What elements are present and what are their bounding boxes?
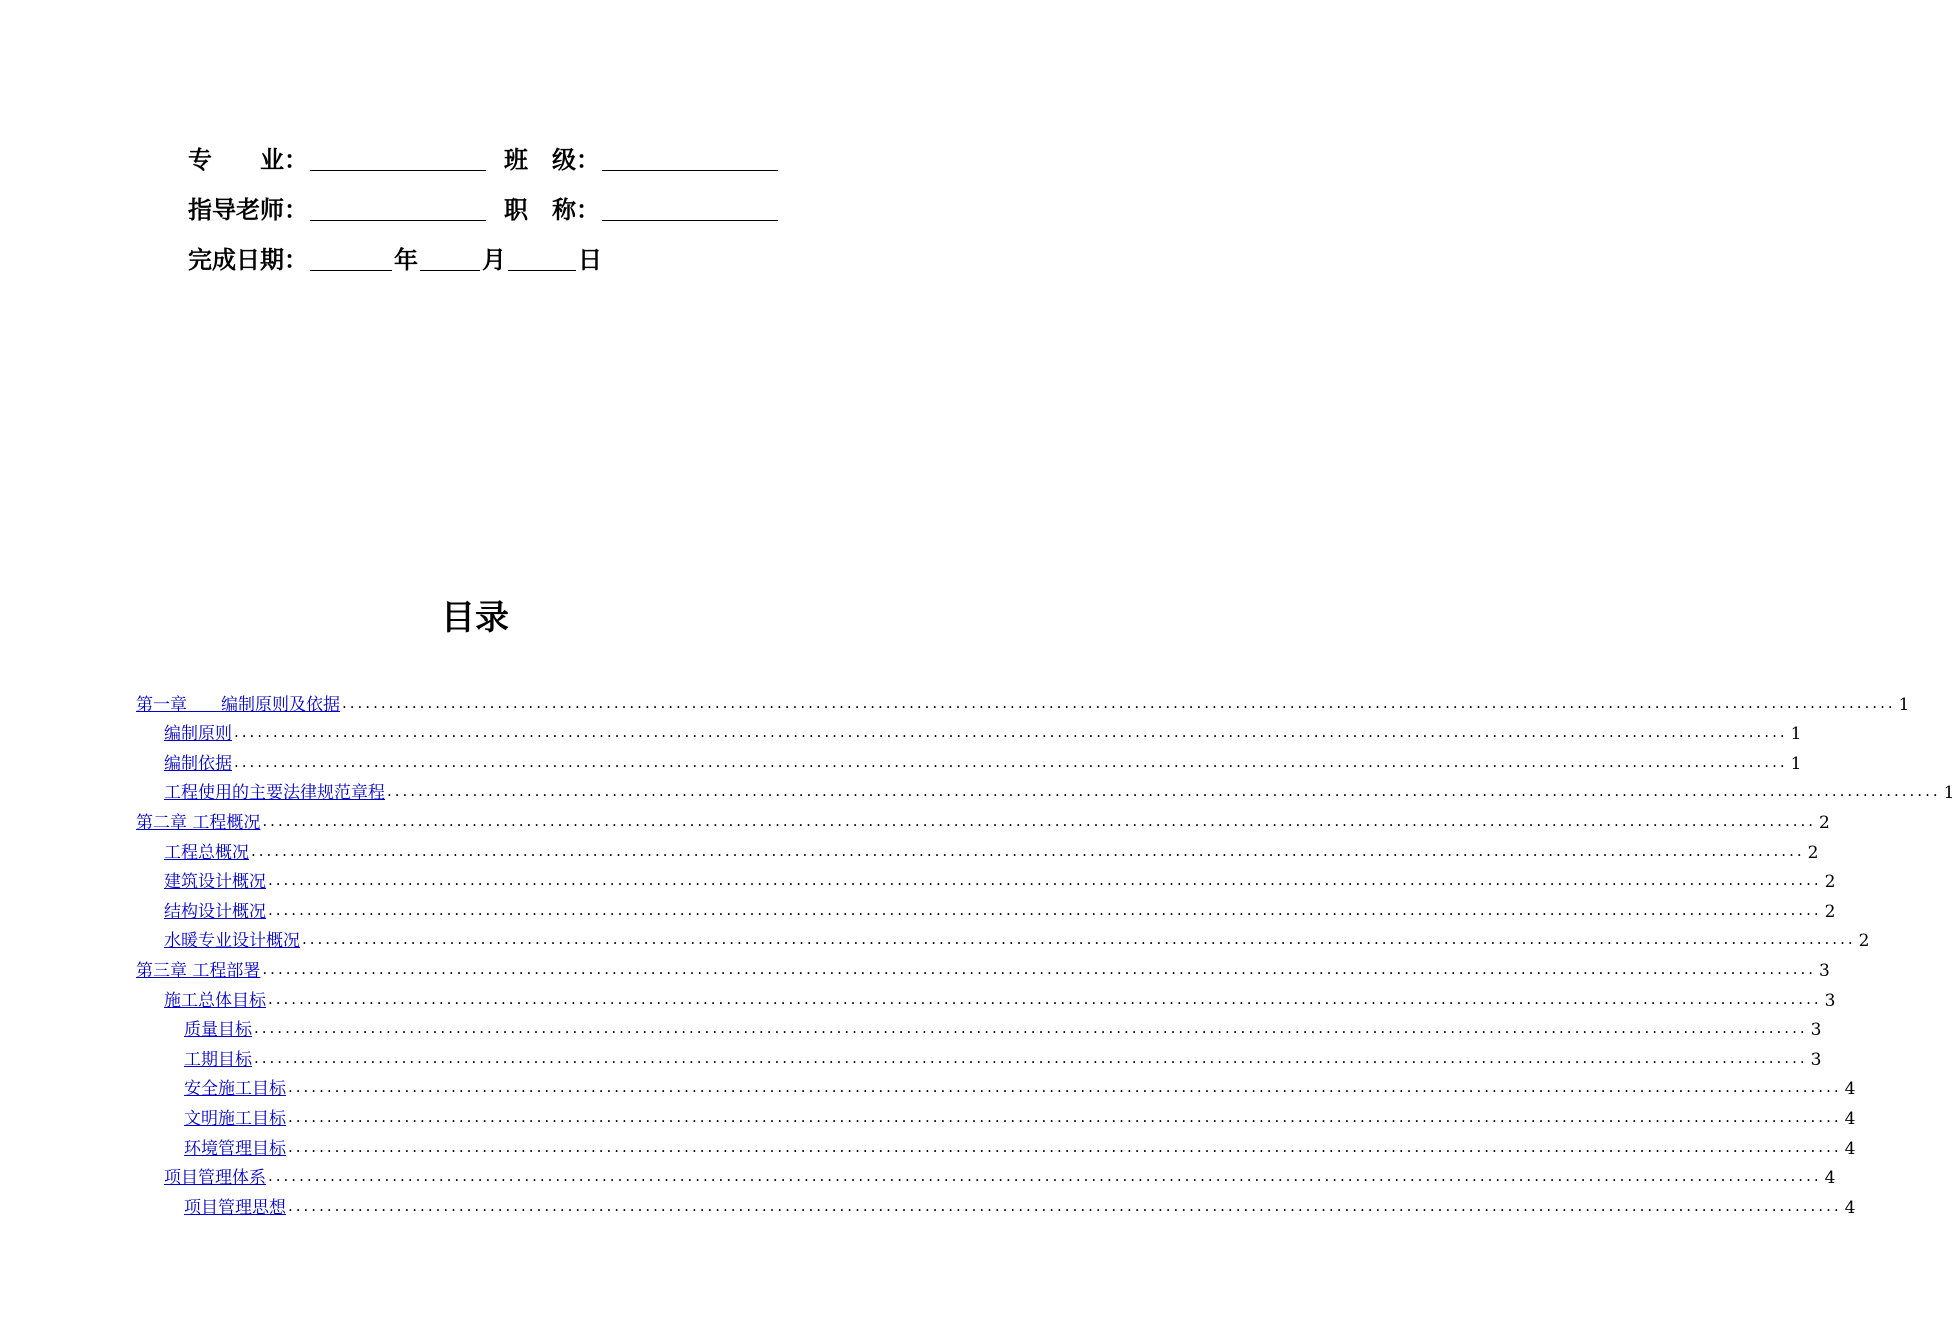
toc-entry-link[interactable]: 项目管理体系 <box>164 1168 266 1189</box>
toc-entry-link[interactable]: 工程总概况 <box>164 842 249 863</box>
toc-page-number: 3 <box>1824 990 1836 1011</box>
toc-entry-link[interactable]: 第三章 工程部署 <box>136 960 261 981</box>
toc-entry-link[interactable]: 建筑设计概况 <box>164 872 266 893</box>
toc-entry[interactable] <box>136 981 1836 1011</box>
toc-entry[interactable] <box>136 1040 1822 1070</box>
toc-entry-link[interactable]: 安全施工目标 <box>184 1079 286 1100</box>
toc-entry[interactable] <box>136 1129 1856 1159</box>
toc-leader-dots: ........................................................................................................................................................................................................ <box>268 1167 1822 1186</box>
toc-leader-dots: ........................................................................................................................................................................................................ <box>234 723 1788 742</box>
toc-page-number: 1 <box>1898 694 1910 715</box>
toc-leader-dots: ........................................................................................................................................................................................................ <box>387 782 1941 801</box>
toc-page-number: 3 <box>1810 1020 1822 1041</box>
toc-page-number: 4 <box>1824 1168 1836 1189</box>
toc-leader-dots: ........................................................................................................................................................................................................ <box>251 841 1805 860</box>
title-blank <box>602 194 778 221</box>
toc-entry[interactable] <box>136 1188 1856 1218</box>
date-label: 完成日期： <box>188 245 308 274</box>
toc-leader-dots: ........................................................................................................................................................................................................ <box>288 1196 1842 1215</box>
toc-leader-dots: ........................................................................................................................................................................................................ <box>288 1078 1842 1097</box>
toc-leader-dots: ........................................................................................................................................................................................................ <box>288 1107 1842 1126</box>
toc-entry[interactable] <box>136 1099 1856 1129</box>
toc-leader-dots: ........................................................................................................................................................................................................ <box>342 693 1896 712</box>
toc-entry[interactable] <box>136 892 1836 922</box>
month-label: 月 <box>482 245 506 274</box>
form-row-date <box>188 232 780 282</box>
toc-entry-link[interactable]: 文明施工目标 <box>184 1108 286 1129</box>
toc-entry[interactable] <box>136 863 1836 893</box>
toc-page-number: 2 <box>1807 842 1819 863</box>
toc-page-number: 3 <box>1810 1049 1822 1070</box>
month-blank <box>420 244 480 271</box>
toc-entry-link[interactable]: 结构设计概况 <box>164 901 266 922</box>
toc-entry[interactable] <box>136 685 1910 715</box>
toc-leader-dots: ........................................................................................................................................................................................................ <box>262 811 1817 830</box>
toc-entry-link[interactable]: 第二章 工程概况 <box>136 812 261 833</box>
toc-leader-dots: ........................................................................................................................................................................................................ <box>268 989 1822 1008</box>
toc-page-number: 4 <box>1844 1138 1856 1159</box>
toc-entry[interactable] <box>136 951 1830 981</box>
toc-page-number: 3 <box>1819 960 1830 981</box>
form-row-major <box>188 132 780 182</box>
toc-page-number: 4 <box>1844 1197 1856 1218</box>
class-blank <box>602 144 778 171</box>
toc-title: 目录 <box>441 598 509 638</box>
toc-leader-dots: ........................................................................................................................................................................................................ <box>268 900 1822 919</box>
toc-page-number: 2 <box>1858 931 1870 952</box>
toc-entry-link[interactable]: 编制原则 <box>164 724 232 745</box>
toc-entry[interactable] <box>136 1159 1836 1189</box>
year-label: 年 <box>394 245 418 274</box>
toc-leader-dots: ........................................................................................................................................................................................................ <box>262 959 1817 978</box>
major-label: 专 业： <box>188 145 308 174</box>
toc-entry-link[interactable]: 质量目标 <box>184 1020 252 1041</box>
toc-leader-dots: ........................................................................................................................................................................................................ <box>268 871 1822 890</box>
teacher-label: 指导老师： <box>188 195 308 224</box>
toc-entry-link[interactable]: 环境管理目标 <box>184 1138 286 1159</box>
toc-entry[interactable] <box>136 1011 1822 1041</box>
toc-page-number: 1 <box>1790 753 1802 774</box>
toc-entry-link[interactable]: 施工总体目标 <box>164 990 266 1011</box>
toc-entry-link[interactable]: 工期目标 <box>184 1049 252 1070</box>
cover-form <box>188 132 780 282</box>
teacher-blank <box>310 194 486 221</box>
toc-page-number: 1 <box>1790 724 1802 745</box>
toc-entry-link[interactable]: 项目管理思想 <box>184 1197 286 1218</box>
toc-entry-link[interactable]: 第一章 编制原则及依据 <box>136 694 340 715</box>
major-blank <box>310 144 486 171</box>
toc-leader-dots: ........................................................................................................................................................................................................ <box>254 1048 1808 1067</box>
form-row-teacher <box>188 182 780 232</box>
toc-leader-dots: ........................................................................................................................................................................................................ <box>302 930 1856 949</box>
toc-entry[interactable] <box>136 744 1802 774</box>
day-blank <box>508 244 576 271</box>
toc-entry[interactable] <box>136 803 1830 833</box>
toc-entry-link[interactable]: 水暖专业设计概况 <box>164 931 300 952</box>
toc-entry[interactable] <box>136 715 1802 745</box>
toc-page-number: 4 <box>1844 1108 1856 1129</box>
toc-page-number: 2 <box>1819 812 1830 833</box>
day-label: 日 <box>578 245 602 274</box>
toc-leader-dots: ........................................................................................................................................................................................................ <box>234 752 1788 771</box>
toc-entry[interactable] <box>136 1070 1856 1100</box>
table-of-contents <box>136 685 1954 1218</box>
year-blank <box>310 244 392 271</box>
toc-entry-link[interactable]: 工程使用的主要法律规范章程 <box>164 783 385 804</box>
toc-leader-dots: ........................................................................................................................................................................................................ <box>288 1137 1842 1156</box>
toc-entry-link[interactable]: 编制依据 <box>164 753 232 774</box>
toc-entry[interactable] <box>136 774 1954 804</box>
toc-page-number: 2 <box>1824 901 1836 922</box>
toc-page-number: 2 <box>1824 872 1836 893</box>
toc-leader-dots: ........................................................................................................................................................................................................ <box>254 1019 1808 1038</box>
toc-page-number: 4 <box>1844 1079 1856 1100</box>
toc-page-number: 1 <box>1943 783 1954 804</box>
class-label: 班 级： <box>504 145 600 174</box>
toc-entry[interactable] <box>136 833 1819 863</box>
toc-entry[interactable] <box>136 922 1870 952</box>
title-label: 职 称： <box>504 195 600 224</box>
